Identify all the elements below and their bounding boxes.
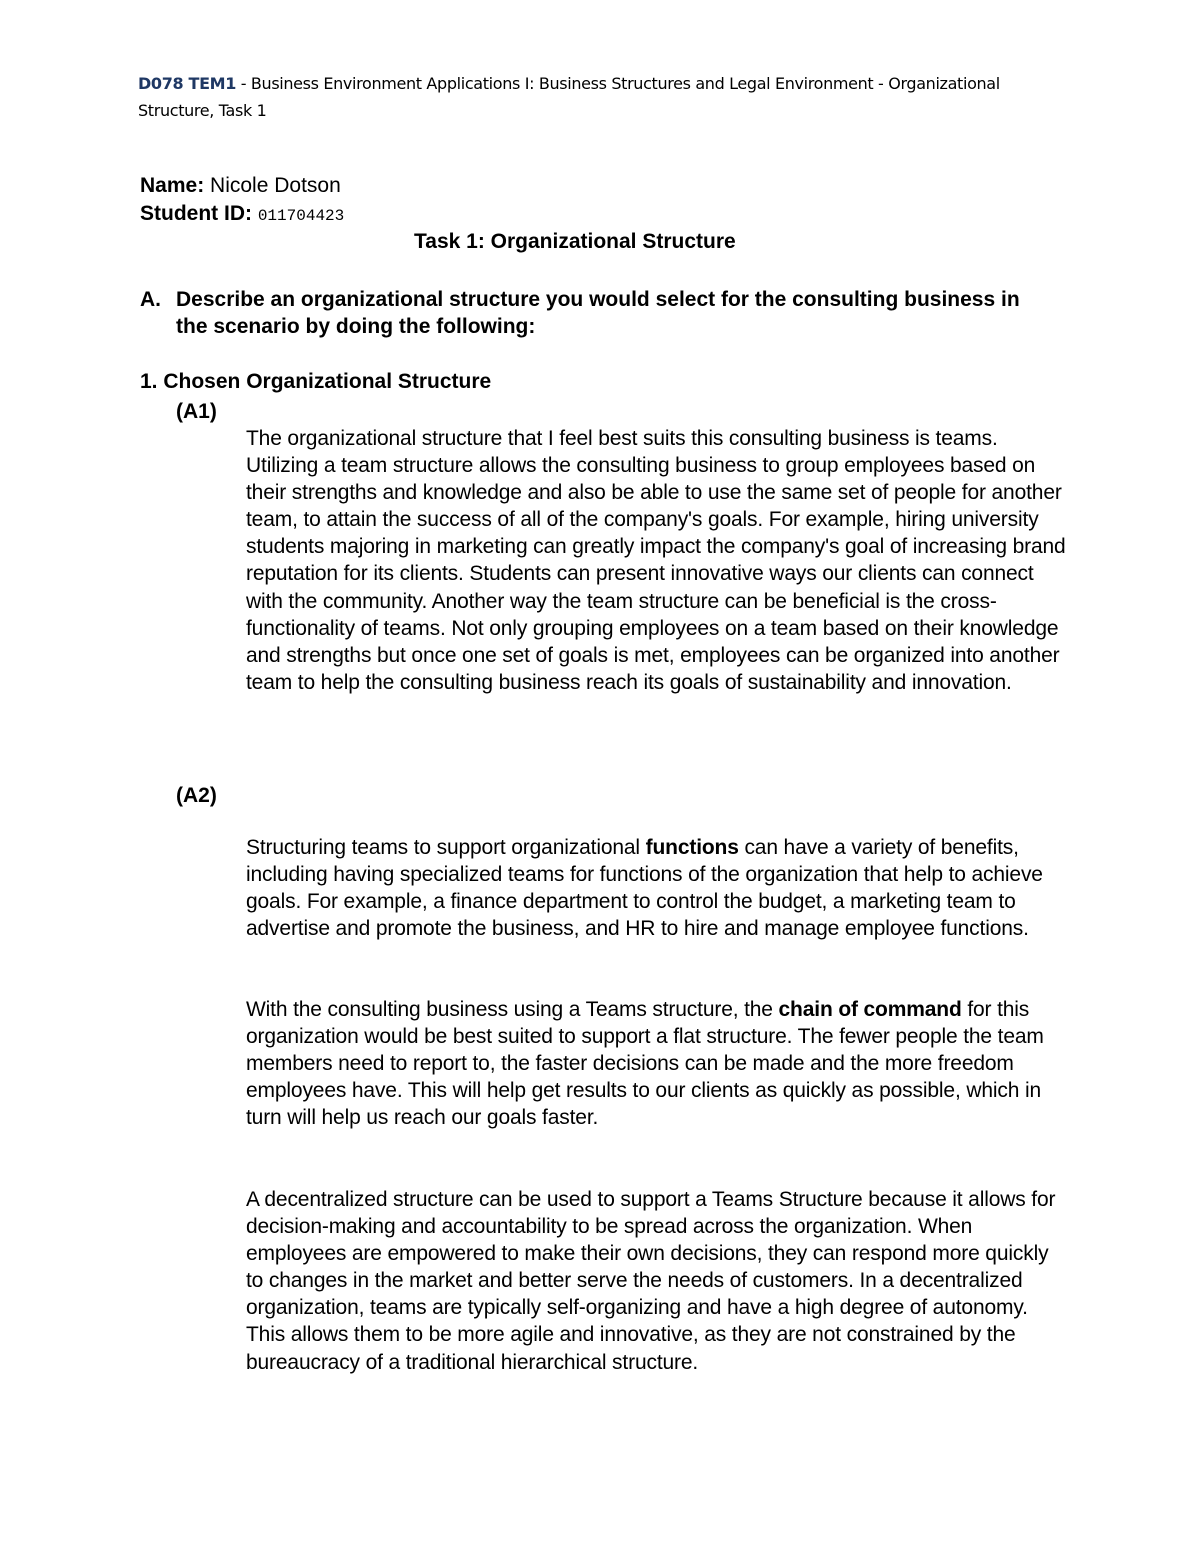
section-a-text: Describe an organizational structure you would select for the consulting business in the scenario by doing the following: [176, 288, 1020, 338]
course-code: D078 TEM1 [138, 74, 236, 93]
a2-p1-bold-term: functions [645, 836, 739, 859]
student-id-line [140, 200, 344, 230]
a2-paragraph-functions [246, 834, 1066, 942]
name-value: Nicole Dotson [204, 174, 341, 197]
a2-paragraph-decentralized: A decentralized structure can be used to support a Teams Structure because it allows for decision-making and accountability to be spread across the organization. When employees are empowered to make their own decisions, they can respond more quickly to changes in the market and better serve the needs of customers. In a decentralized organization, teams are typically self-organizing and have a high degree of autonomy. This allows them to be more agile and innovative, as they are not constrained by the bureaucracy of a traditional hierarchical structure. [246, 1188, 1056, 1374]
course-title: - Business Environment Applications I: Business Structures and Legal Environment - Organizational Structure, Task 1 [138, 74, 1000, 120]
task-title: Task 1: Organizational Structure [414, 230, 736, 253]
name-colon: : [197, 174, 205, 197]
student-name-line [140, 172, 341, 200]
a1-paragraph: The organizational structure that I feel best suits this consulting business is teams. Utilizing a team structure allows the consulting business to group employees based on their strengths and knowledge and also be able to use the same set of people for another team, to attain the success of all of the company's goals. For example, hiring university students majoring in marketing can greatly impact the company's goal of increasing brand reputation for its clients. Students can present innovative ways our clients can connect with the community. Another way the team structure can be beneficial is the cross-functionality of teams. Not only grouping employees on a team based on their knowledge and strengths but once one set of goals is met, employees can be organized into another team to help the consulting business reach its goals of sustainability and innovation. [246, 427, 1066, 694]
name-label: Name [140, 174, 198, 197]
a2-paragraph-chain-of-command [246, 996, 1066, 1131]
student-id-label: Student ID: [140, 202, 252, 225]
a1-label: (A1) [176, 400, 217, 423]
student-id-value: 011704423 [257, 207, 345, 225]
chosen-structure-heading: 1. Chosen Organizational Structure [140, 370, 492, 393]
document-header [138, 70, 1058, 124]
a2-p2-text-start: With the consulting business using a Teams structure, the [246, 998, 779, 1021]
a2-p2-bold-term: chain of command [778, 998, 962, 1021]
a2-label: (A2) [176, 784, 217, 807]
a2-p2-text-end: for this organization would be best suited to support a flat structure. The fewer people the team members need to report to, the faster decisions can be made and the more freedom employees have. This will help get results to our clients as quickly as possible, which in turn will help us reach our goals faster. [246, 998, 1044, 1130]
section-a-letter: A. [140, 288, 161, 311]
a2-p1-text-end: can have a variety of benefits, including having specialized teams for functions of the organization that help to achieve goals. For example, a finance department to control the budget, a marketing team to advertise and promote the business, and HR to hire and manage employee functions. [246, 836, 1043, 941]
section-a-prompt [140, 286, 1020, 340]
a2-p1-text-start: Structuring teams to support organizational [246, 836, 646, 859]
